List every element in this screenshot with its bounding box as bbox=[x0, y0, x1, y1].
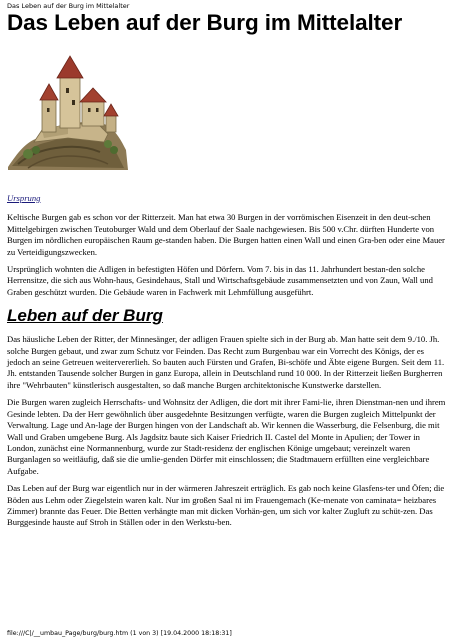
ursprung-link[interactable]: Ursprung bbox=[7, 193, 41, 203]
paragraph-ursprung-1: Keltische Burgen gab es schon vor der Ritterzeit. Man hat etwa 30 Burgen in der vorrömischen Eisenzeit in den deut-schen Mittelgebirgen zwischen Teutoburger Wald und dem Oberlauf der Saale nachgewiesen. Bis 500 v.Chr. dürften Hunderte von Burgen im nördlichen europäischen Raum ge-standen haben. Die Burgen hatten einen Wall und einen Gra-ben oder eine Mauer zu Verteidigungszwecken. bbox=[7, 212, 445, 257]
content-area bbox=[7, 193, 447, 535]
footer-file-path: file:///C|/__umbau_Page/burg/burg.htm (1 von 3) [19.04.2000 18:18:31] bbox=[7, 630, 232, 637]
section-heading-leben: Leben auf der Burg bbox=[7, 306, 163, 326]
paragraph-leben-2: Die Burgen waren zugleich Herrschafts- und Wohnsitz der Adligen, die dort mit ihrer Fami-lie, ihren Dienstman-nen und ihrem Gesinde lebten. Da der Herr gewöhnlich über ausgedehnte Besitzungen verfügte, waren die Burgen zugleich Mittelpunkt der Verwaltung. Lage und An-lage der Burgen hingen von der Landschaft ab. Wir kennen die Wasserburg, die Felsenburg, die mit Wall und Graben umgebene Burg. Als Jagdsitz baute sich Kaiser Friedrich II. Castel del Monte in Apulien; der Tower in London, zunächst eine Normannenburg, wurde zur Stadt-residenz der englischen Könige umgebaut; vereinzelt waren Burganlagen so weitläufig, daß sie die umlie-genden Dörfer mit einschlossen; die Stadtmauern erfüllten eine vergleichbare Aufgabe. bbox=[7, 397, 446, 476]
paragraph-leben-3: Das Leben auf der Burg war eigentlich nur in der wärmeren Jahreszeit erträglich. Es gab noch keine Glasfens-ter und Öfen; die Böden aus Lehm oder Ziegelstein waren kalt. Nur im großen Saal ni im Frauengemach (Ke-menate von caminata= heizbares Zimmer) brannte das Feuer. Die Betten verhängte man mit dicken Vorhän-gen, um sich vor kalter Zugluft zu schüt-zen. Das Burggesinde hauste auf Stroh in Ställen oder in den Werkstu-ben. bbox=[7, 483, 445, 528]
page-title: Das Leben auf der Burg im Mittelalter bbox=[7, 10, 403, 35]
castle-illustration-icon bbox=[8, 42, 128, 172]
paragraph-ursprung-2: Ursprünglich wohnten die Adligen in befestigten Höfen und Dörfern. Vom 7. bis in das 11. Jahrhundert bestan-den solche Herrensitze, die sich aus Wohn-haus, Gesindehaus, Stall und Wirtschaftsgebäude zusammensetzten und von Zaun, Wall und Graben geschützt wurden. Die Gebäude waren in Fachwerk mit Lehmfüllung ausgeführt. bbox=[7, 264, 433, 297]
paragraph-leben-1: Das häusliche Leben der Ritter, der Minnesänger, der adligen Frauen spielte sich in der Burg ab. Man hatte seit dem 9./10. Jh. solche Burgen gebaut, und zwar zum Schutz vor Feinden. Das Recht zum Burgenbau war ein Vorrecht des Königs, der es jedoch an seine Getreuen weitervererlieh. So bauten auch Fürsten und Grafen, Bi-schöfe und Äbte eigene Burgen. Seit dem 11. Jh. entstanden Tausende solcher Burgen in ganz Europa, allein in Deutschland rund 10 000. In der Ritterzeit ließen Burgherren ihre "Wehrbauten" künstlerisch ausgestalten, so daß manche Burgen architektonische Kunstwerke darstellen. bbox=[7, 334, 445, 390]
browser-header-title: Das Leben auf der Burg im Mittelalter bbox=[7, 2, 130, 10]
